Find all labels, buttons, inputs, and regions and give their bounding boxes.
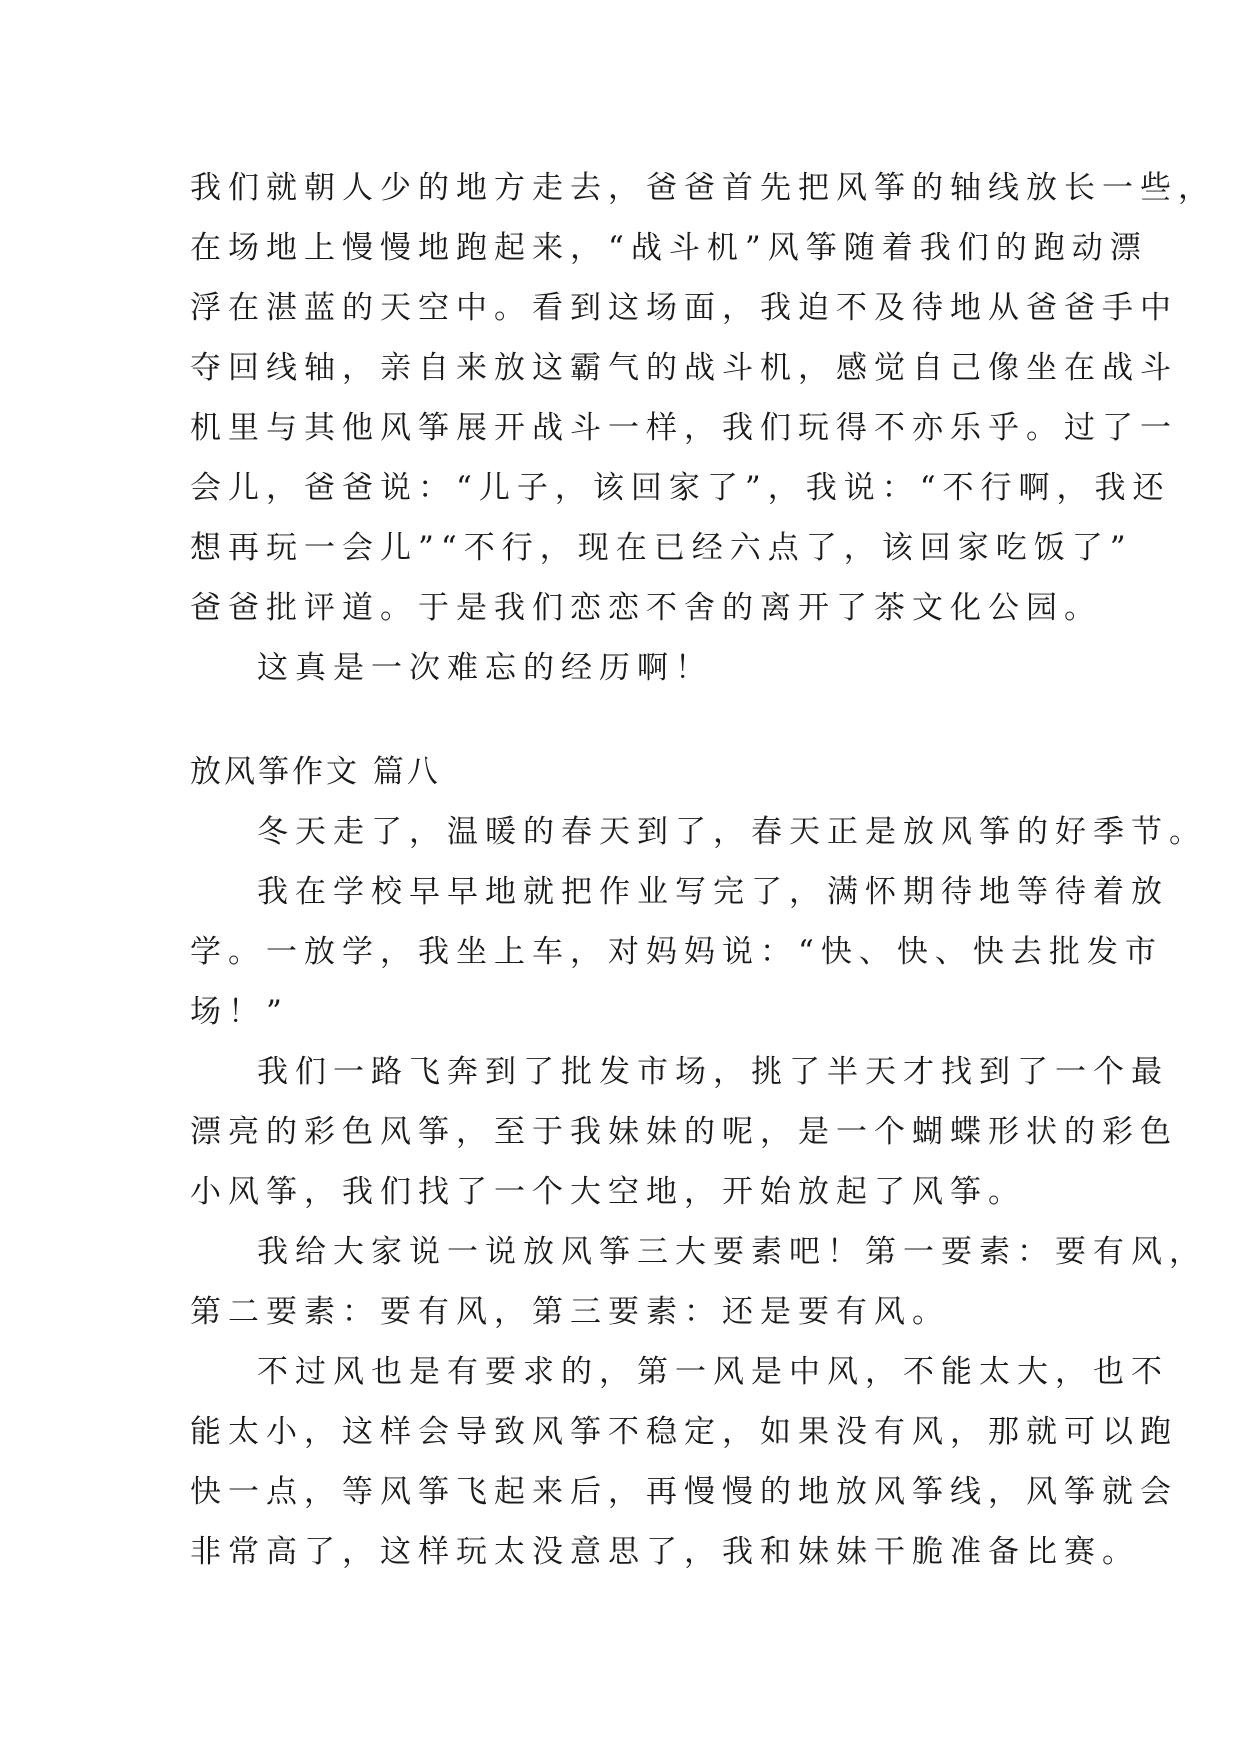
text-line: 能太小，这样会导致风筝不稳定，如果没有风，那就可以跑 bbox=[190, 1414, 1178, 1450]
text-line: 漂亮的彩色风筝，至于我妹妹的呢，是一个蝴蝶形状的彩色 bbox=[190, 1114, 1178, 1150]
text-line: 第二要素：要有风，第三要素：还是要有风。 bbox=[190, 1294, 950, 1330]
text-line: 快一点，等风筝飞起来后，再慢慢的地放风筝线，风筝就会 bbox=[190, 1474, 1178, 1510]
text-line: 我们一路飞奔到了批发市场，挑了半天才找到了一个最 bbox=[257, 1054, 1169, 1090]
text-line: 小风筝，我们找了一个大空地，开始放起了风筝。 bbox=[190, 1174, 1026, 1210]
text-line: 我们就朝人少的地方走去，爸爸首先把风筝的轴线放长一些， bbox=[190, 170, 1216, 206]
section-title: 放风筝作文 篇八 bbox=[190, 754, 441, 790]
text-line: 夺回线轴，亲自来放这霸气的战斗机，感觉自己像坐在战斗 bbox=[190, 350, 1178, 386]
text-line: 在场地上慢慢地跑起来，“战斗机”风筝随着我们的跑动漂 bbox=[190, 230, 1148, 266]
text-line: 非常高了，这样玩太没意思了，我和妹妹干脆准备比赛。 bbox=[190, 1534, 1140, 1570]
text-line: 冬天走了，温暖的春天到了，春天正是放风筝的好季节。 bbox=[257, 814, 1207, 850]
text-line: 爸爸批评道。于是我们恋恋不舍的离开了茶文化公园。 bbox=[190, 590, 1102, 626]
text-line: 机里与其他风筝展开战斗一样，我们玩得不亦乐乎。过了一 bbox=[190, 410, 1178, 446]
text-line: 场！” bbox=[190, 994, 289, 1030]
text-line: 我给大家说一说放风筝三大要素吧！第一要素：要有风， bbox=[257, 1234, 1207, 1270]
text-line: 想再玩一会儿”“不行，现在已经六点了，该回家吃饭了” bbox=[190, 530, 1133, 566]
text-line: 学。一放学，我坐上车，对妈妈说：“快、快、快去批发市 bbox=[190, 934, 1163, 970]
paragraph-closing-line: 这真是一次难忘的经历啊！ bbox=[257, 650, 713, 686]
text-line: 会儿，爸爸说：“儿子，该回家了”，我说：“不行啊，我还 bbox=[190, 470, 1171, 506]
text-line: 我在学校早早地就把作业写完了，满怀期待地等待着放 bbox=[257, 874, 1169, 910]
text-line: 浮在湛蓝的天空中。看到这场面，我迫不及待地从爸爸手中 bbox=[190, 290, 1178, 326]
text-line: 不过风也是有要求的，第一风是中风，不能太大，也不 bbox=[257, 1354, 1169, 1390]
